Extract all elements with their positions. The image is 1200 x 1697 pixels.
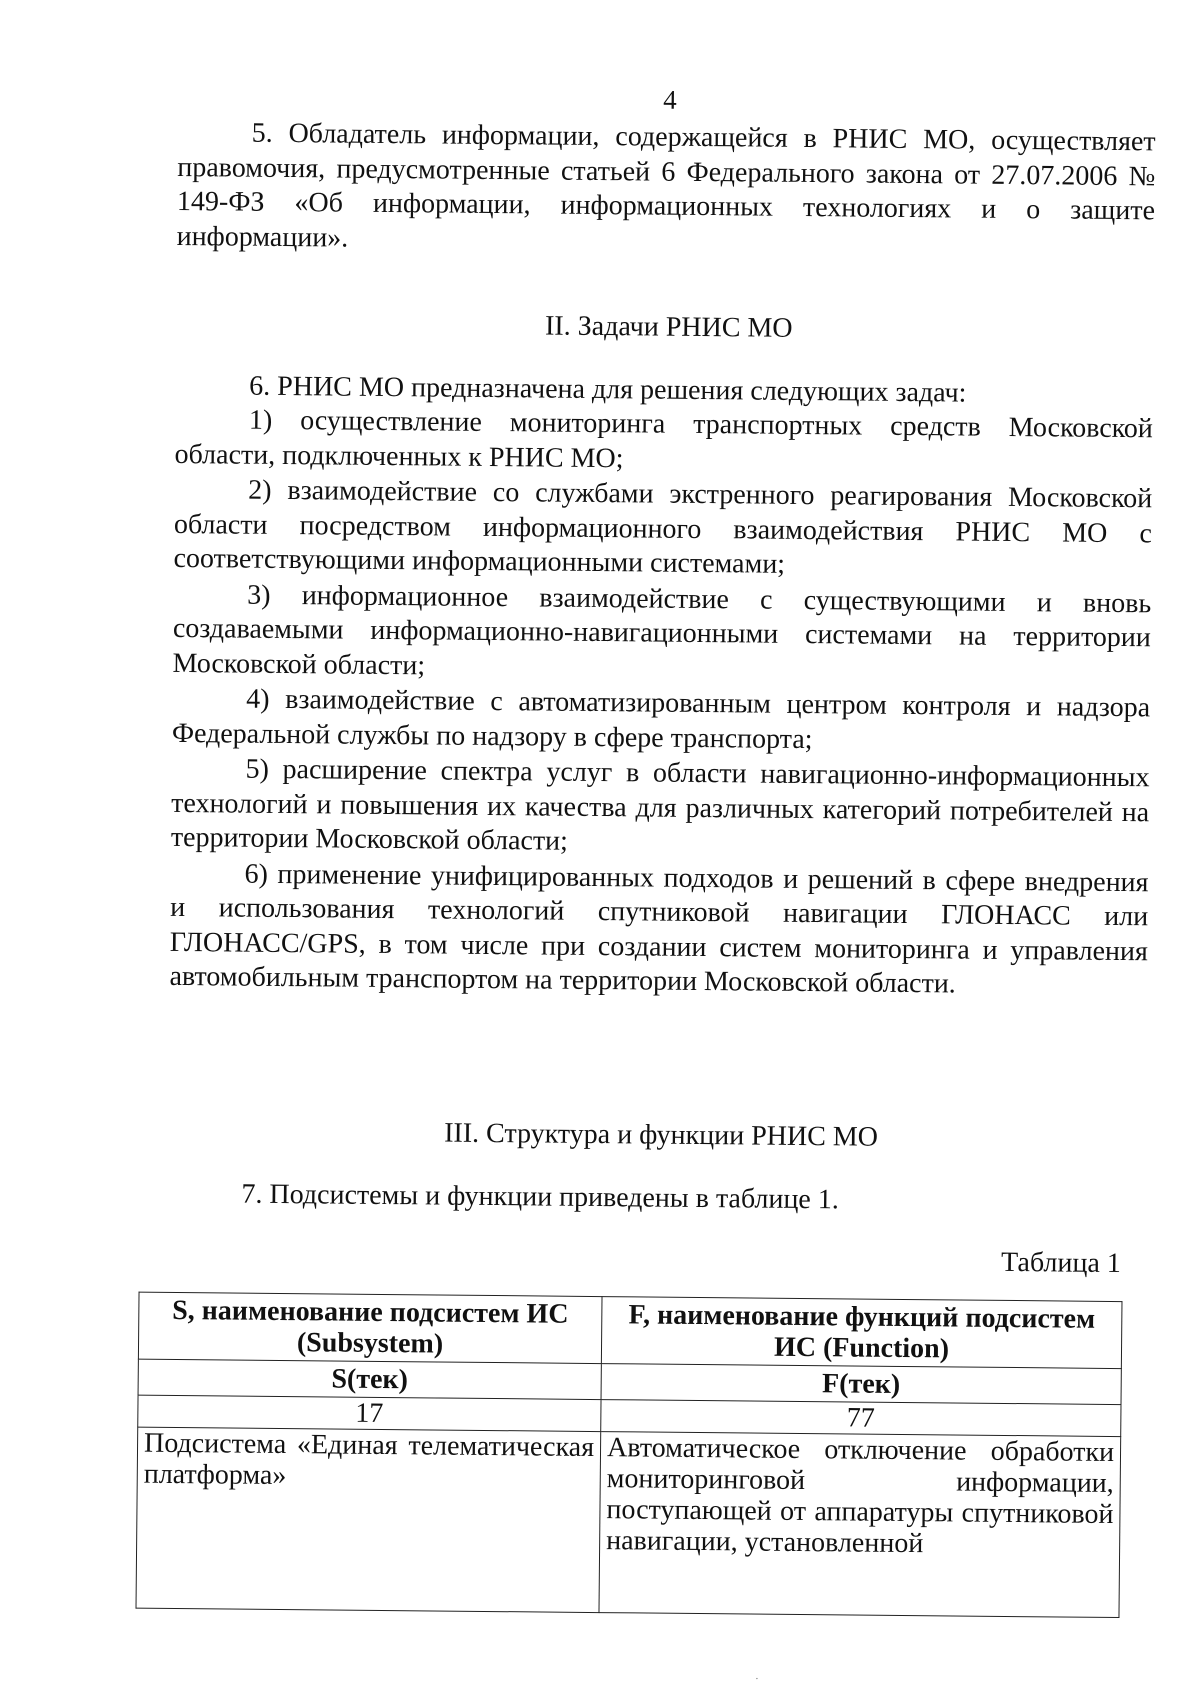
task-item-1: 1) осуществление мониторинга транспортных средств Московской области, подключенных к РНИС МО; [174,404,1154,474]
task-item-3: 3) информационное взаимодействие с существующими и вновь создаваемыми информационно-навигационными системами на территории Московской области; [172,579,1152,681]
paragraph-6-intro: 6. РНИС МО предназначена для решения следующих задач: [249,370,967,409]
section-2-heading: II. Задачи РНИС МО [544,310,793,344]
scan-dot: · [754,1671,759,1686]
count-subsystem: 17 [138,1395,601,1431]
table-caption: Таблица 1 [1000,1246,1122,1280]
paragraph-5: 5. Обладатель информации, содержащейся в РНИС МО, осуществляет правомочия, предусмотренные статьей 6 Федерального закона от 27.07.2006 № 149-ФЗ «Об информации, информационных технологиях и о защите информации». [176,117,1156,254]
task-list [169,403,1153,1004]
row-subsystem-name: Подсистема «Единая телематическая платформа» [136,1427,601,1612]
table-row [136,1427,1121,1617]
header-function: F, наименование функций подсистем ИС (Function) [601,1297,1122,1369]
task-item-5: 5) расширение спектра услуг в области навигационно-информационных технологий и повышения их качества для различных категорий потребителей на территории Московской области; [170,753,1150,857]
task-item-4: 4) взаимодействие с автоматизированным центром контроля и надзора Федеральной службы по надзору в сфере транспорта; [171,683,1151,755]
subsystems-table [135,1292,1122,1618]
table-header-row [138,1292,1122,1368]
page-number: 4 [663,84,677,115]
paragraph-7: 7. Подсистемы и функции приведены в таблице 1. [241,1178,839,1216]
code-function: F(тек) [601,1364,1121,1405]
header-subsystem: S, наименование подсистем ИС (Subsystem) [138,1292,602,1363]
row-function-name: Автоматическое отключение обработки мониторинговой информации, поступающей от аппаратуры спутниковой навигации, установленной [599,1432,1121,1618]
section-3-heading: III. Структура и функции РНИС МО [444,1117,879,1153]
task-item-6: 6) применение унифицированных подходов и решений в сфере внедрения и использования технологий спутниковой навигации ГЛОНАСС или ГЛОНАСС/GPS, в том числе при создании систем мониторинга и управления автомобильным транспортом на территории Московской области. [169,858,1149,1000]
task-item-2: 2) взаимодействие со службами экстренного реагирования Московской области посредством информационного взаимодействия РНИС МО с соответствующими информационными системами; [173,474,1153,580]
count-function: 77 [601,1400,1121,1437]
code-subsystem: S(тек) [138,1359,601,1399]
